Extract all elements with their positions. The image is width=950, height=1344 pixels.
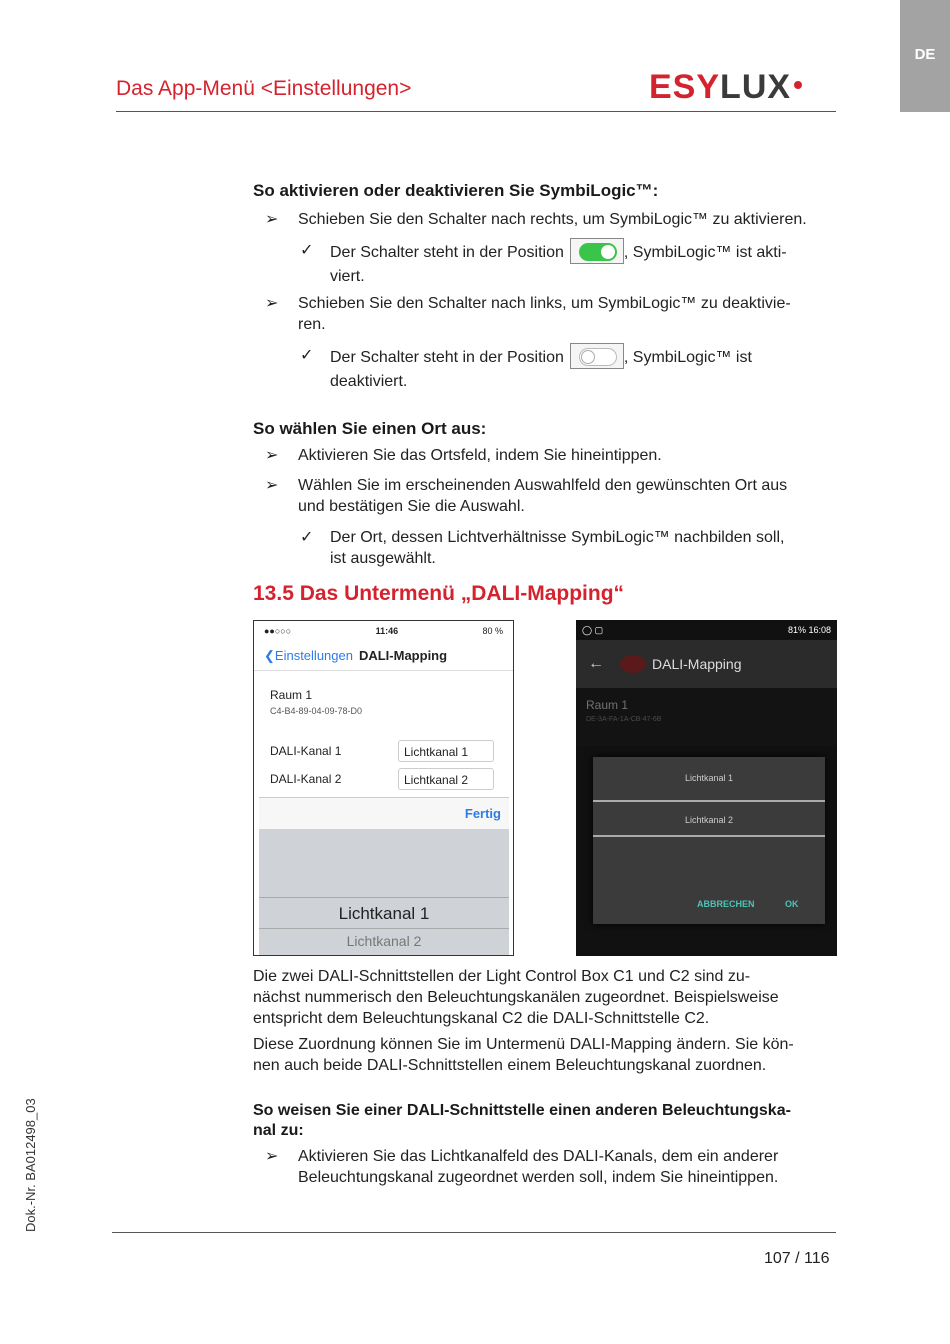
- back-arrow-icon: ←: [588, 655, 604, 672]
- ios-title: DALI-Mapping: [358, 648, 448, 663]
- arrow-bullet-icon: ➢: [265, 447, 279, 464]
- ios-picker-toolbar: [259, 797, 509, 829]
- list-item: ✓ Der Schalter steht in der Position , SymbiLogic™ ist akti- viert.: [253, 240, 838, 287]
- ort-heading: So wählen Sie einen Ort aus:: [253, 419, 487, 438]
- symbilogic-heading: So aktivieren oder deaktivieren Sie SymbiLogic™:: [253, 181, 659, 200]
- list-item: ➢ Aktivieren Sie das Ortsfeld, indem Sie hineintippen.: [265, 447, 662, 464]
- back-chevron-icon: ❮: [264, 647, 275, 663]
- list-item: ✓ Der Schalter steht in der Position , SymbiLogic™ ist deaktiviert.: [253, 345, 838, 392]
- toggle-off-image: [570, 343, 624, 369]
- list-item: ➢ Aktivieren Sie das Lichtkanalfeld des DALI-Kanals, dem ein anderer Beleuchtungskanal zugeordnet werden soll, indem Sie hineintippen.: [265, 1148, 779, 1186]
- page-number: 107 / 116: [764, 1250, 830, 1267]
- android-status-bar: ◯ ▢ 81% 16:08: [576, 620, 837, 640]
- language-tab: [900, 0, 950, 112]
- ios-channel-field: Lichtkanal 1: [398, 740, 494, 762]
- symbilogic-instructions: [253, 180, 838, 569]
- footer-divider: [112, 1232, 836, 1233]
- ios-room: Raum 1 C4-B4-89-04-09-78-D0: [270, 688, 363, 716]
- android-screenshot: [576, 620, 837, 956]
- checkmark-icon: ✓: [300, 529, 314, 546]
- language-label: DE: [914, 46, 936, 63]
- ios-back-label: Einstellungen: [274, 648, 353, 663]
- esylux-logo: ESYLUX: [649, 68, 802, 107]
- dialog-ok-button: OK: [785, 899, 799, 909]
- arrow-bullet-icon: ➢: [265, 295, 279, 312]
- dialog-option: Lichtkanal 2: [684, 815, 734, 825]
- body-paragraph: Diese Zuordnung können Sie im Untermenü DALI-Mapping ändern. Sie kön- nen auch beide DALI-Schnittstellen einem Beleuchtungskanal zuordnen.: [253, 1036, 794, 1074]
- page-header-title: Das App-Menü <Einstellungen>: [116, 77, 412, 100]
- ios-status-bar: ●●○○○ 11:46 80 %: [264, 626, 503, 636]
- android-app-bar: [576, 640, 837, 688]
- dialog-cancel-button: ABBRECHEN: [697, 899, 755, 909]
- assign-steps: [253, 1146, 838, 1188]
- section-heading: 13.5 Das Untermenü „DALI-Mapping“: [253, 582, 625, 605]
- ios-row-label: DALI-Kanal 2: [270, 772, 342, 786]
- ios-picker: Lichtkanal 1 Lichtkanal 2: [259, 829, 509, 956]
- app-logo-icon: [620, 655, 646, 673]
- list-item: ➢ Schieben Sie den Schalter nach links, um SymbiLogic™ zu deaktivie- ren.: [265, 295, 791, 333]
- ios-screenshot: [253, 620, 514, 956]
- channel-dialog: [593, 757, 825, 924]
- body-paragraph: Die zwei DALI-Schnittstellen der Light Control Box C1 und C2 sind zu- nächst nummerisch den Beleuchtungskanälen zugeordnet. Beispielsweise entspricht dem Beleuchtungskanal C2 die DALI-Schnittstelle C2.: [253, 968, 779, 1027]
- toggle-on-image: [570, 238, 624, 264]
- dialog-option: Lichtkanal 1: [684, 773, 734, 783]
- arrow-bullet-icon: ➢: [265, 477, 279, 494]
- checkmark-icon: ✓: [300, 347, 314, 364]
- document-number: Dok.-Nr. BA012498_03: [23, 1098, 38, 1232]
- ios-row-label: DALI-Kanal 1: [270, 744, 342, 758]
- ios-channel-field: Lichtkanal 2: [398, 768, 494, 790]
- list-item: ✓ Der Ort, dessen Lichtverhältnisse SymbiLogic™ nachbilden soll, ist ausgewählt.: [300, 529, 785, 567]
- android-room: Raum 1 DE-3A-FA-1A-CB-47-6B: [576, 688, 837, 746]
- ios-done-button: Fertig: [464, 806, 501, 821]
- android-title: DALI-Mapping: [652, 656, 742, 672]
- list-item: ➢ Schieben Sie den Schalter nach rechts, um SymbiLogic™ zu aktivieren.: [265, 211, 807, 228]
- assign-heading: So weisen Sie einer DALI-Schnittstelle einen anderen Beleuchtungska- nal zu:: [253, 1102, 791, 1139]
- arrow-bullet-icon: ➢: [265, 211, 279, 228]
- checkmark-icon: ✓: [300, 242, 314, 259]
- arrow-bullet-icon: ➢: [265, 1148, 279, 1165]
- header-divider: [116, 111, 836, 112]
- ios-nav-bar: [254, 641, 513, 671]
- list-item: ➢ Wählen Sie im erscheinenden Auswahlfeld den gewünschten Ort aus und bestätigen Sie die Auswahl.: [265, 477, 788, 515]
